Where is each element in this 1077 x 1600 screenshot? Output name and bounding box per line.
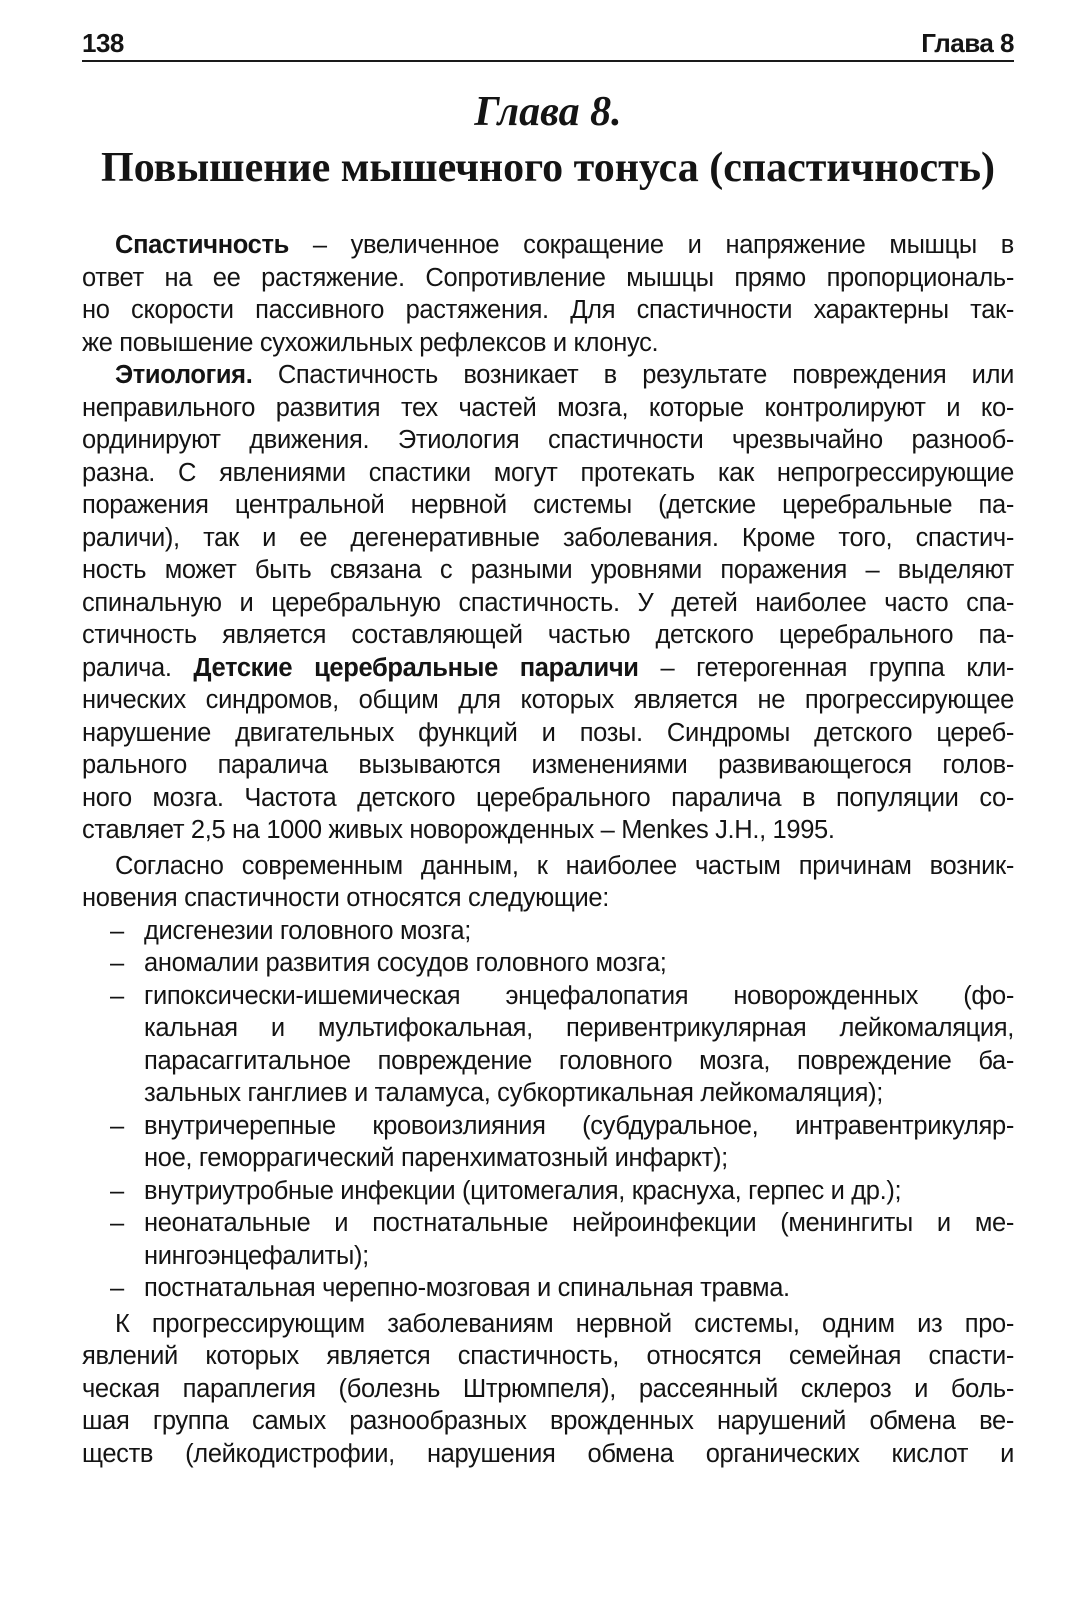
list-item-text: внутричерепные кровоизлияния (субдуральное, интравентрикуляр- bbox=[144, 1111, 1014, 1140]
list-item bbox=[82, 1272, 1014, 1305]
text-span: – гетерогенная группа кли- bbox=[638, 653, 1014, 682]
term-spasticity: Спастичность bbox=[115, 231, 289, 259]
list-item bbox=[82, 1207, 1014, 1240]
text-span: – увеличенное сокращение и напряжение мышцы в bbox=[288, 231, 1014, 259]
text-line: шая группа самых разнообразных врожденных нарушений обмена ве- bbox=[82, 1407, 1014, 1435]
page-number: 138 bbox=[82, 28, 124, 58]
list-item-text: гипоксически-ишемическая энцефалопатия новорожденных (фо- bbox=[144, 981, 1014, 1010]
text-line: разна. С явлениями спастики могут протекать как непрогрессирующие bbox=[82, 458, 1014, 487]
text-line: нических синдромов, общим для которых является не прогрессирующее bbox=[82, 686, 1014, 714]
text-line: спинальную и церебральную спастичность. У детей наиболее часто спа- bbox=[82, 588, 1014, 617]
paragraph-progressive-diseases bbox=[82, 1308, 1014, 1471]
list-dash: – bbox=[110, 949, 124, 977]
list-item bbox=[82, 980, 1014, 1013]
list-item-continuation: кальная и мультифокальная, перивентрикулярная лейкомаляция, bbox=[144, 1014, 1014, 1042]
list-item-text: дисгенезии головного мозга; bbox=[144, 916, 471, 945]
text-line: ставляет 2,5 на 1000 живых новорожденных – Menkes J.H., 1995. bbox=[82, 816, 835, 844]
text-line: неправильного развития тех частей мозга, которые контролируют и ко- bbox=[82, 393, 1014, 422]
text-line: же повышение сухожильных рефлексов и клонус. bbox=[82, 328, 659, 357]
text-line: ческая параплегия (болезнь Штрюмпеля), рассеянный склероз и боль- bbox=[82, 1374, 1014, 1403]
text-line: ординируют движения. Этиология спастичности чрезвычайно разнооб- bbox=[82, 426, 1014, 454]
list-item-continuation: парасаггитальное повреждение головного мозга, повреждение ба- bbox=[144, 1046, 1014, 1075]
text-line: новения спастичности относятся следующие: bbox=[82, 884, 609, 912]
list-item-text: аномалии развития сосудов головного мозга; bbox=[144, 949, 667, 977]
running-title: Глава 8 bbox=[921, 28, 1014, 58]
text-line: ного мозга. Частота детского церебрального паралича в популяции со- bbox=[82, 783, 1014, 812]
term-etiology: Этиология. bbox=[115, 361, 253, 389]
causes-list bbox=[82, 915, 1014, 1305]
chapter-label: Глава 8. bbox=[474, 89, 622, 135]
paragraph-definition bbox=[82, 229, 1014, 359]
list-item-text: внутриутробные инфекции (цитомегалия, краснуха, герпес и др.); bbox=[144, 1176, 902, 1205]
term-cerebral-palsy: Детские церебральные параличи bbox=[193, 653, 639, 682]
paragraph-etiology bbox=[82, 359, 1014, 847]
list-dash: – bbox=[110, 1176, 124, 1205]
list-item-continuation: ное, геморрагический паренхиматозный инфаркт); bbox=[144, 1144, 728, 1172]
list-dash: – bbox=[110, 1209, 124, 1237]
list-item-continuation: зальных ганглиев и таламуса, субкортикальная лейкомаляция); bbox=[144, 1079, 884, 1107]
list-item bbox=[82, 1175, 1014, 1208]
text-line: Согласно современным данным, к наиболее частым причинам возник- bbox=[115, 851, 1014, 880]
text-span: ралича. bbox=[82, 653, 194, 682]
running-header bbox=[82, 24, 1014, 62]
text-line: нарушение двигательных функций и позы. Синдромы детского цереб- bbox=[82, 718, 1014, 747]
list-dash: – bbox=[110, 981, 124, 1010]
chapter-heading bbox=[82, 88, 1014, 192]
text-line: рального паралича вызываются изменениями развивающегося голов- bbox=[82, 751, 1014, 779]
list-dash: – bbox=[110, 1274, 124, 1302]
list-item bbox=[82, 947, 1014, 980]
chapter-title: Повышение мышечного тонуса (спастичность) bbox=[101, 145, 995, 191]
body-text bbox=[82, 229, 1014, 1470]
list-dash: – bbox=[110, 916, 124, 945]
list-item bbox=[82, 1110, 1014, 1143]
text-line: явлений которых является спастичность, относятся семейная спасти- bbox=[82, 1342, 1014, 1370]
list-item-text: постнатальная черепно-мозговая и спинальная травма. bbox=[144, 1274, 790, 1302]
text-line: К прогрессирующим заболеваниям нервной системы, одним из про- bbox=[115, 1309, 1014, 1338]
text-line: стичность является составляющей частью детского церебрального па- bbox=[82, 621, 1014, 649]
text-line: ществ (лейкодистрофии, нарушения обмена органических кислот и bbox=[82, 1439, 1014, 1468]
text-line: раличи), так и ее дегенеративные заболевания. Кроме того, спастич- bbox=[82, 523, 1014, 552]
list-item-continuation: нингоэнцефалиты); bbox=[144, 1241, 369, 1270]
text-line bbox=[82, 359, 1014, 392]
text-span: Спастичность возникает в результате повреждения или bbox=[252, 361, 1014, 389]
text-line: но скорости пассивного растяжения. Для спастичности характерны так- bbox=[82, 296, 1014, 324]
list-item bbox=[82, 915, 1014, 948]
text-line: ность может быть связана с разными уровнями поражения – выделяют bbox=[82, 556, 1014, 584]
text-line: поражения центральной нервной системы (детские церебральные па- bbox=[82, 491, 1014, 519]
text-line bbox=[82, 652, 1014, 685]
text-line: ответ на ее растяжение. Сопротивление мышцы прямо пропорциональ- bbox=[82, 263, 1014, 292]
text-line bbox=[82, 229, 1014, 262]
list-dash: – bbox=[110, 1111, 124, 1140]
paragraph-causes-intro bbox=[82, 850, 1014, 915]
list-item-text: неонатальные и постнатальные нейроинфекции (менингиты и ме- bbox=[144, 1209, 1014, 1237]
